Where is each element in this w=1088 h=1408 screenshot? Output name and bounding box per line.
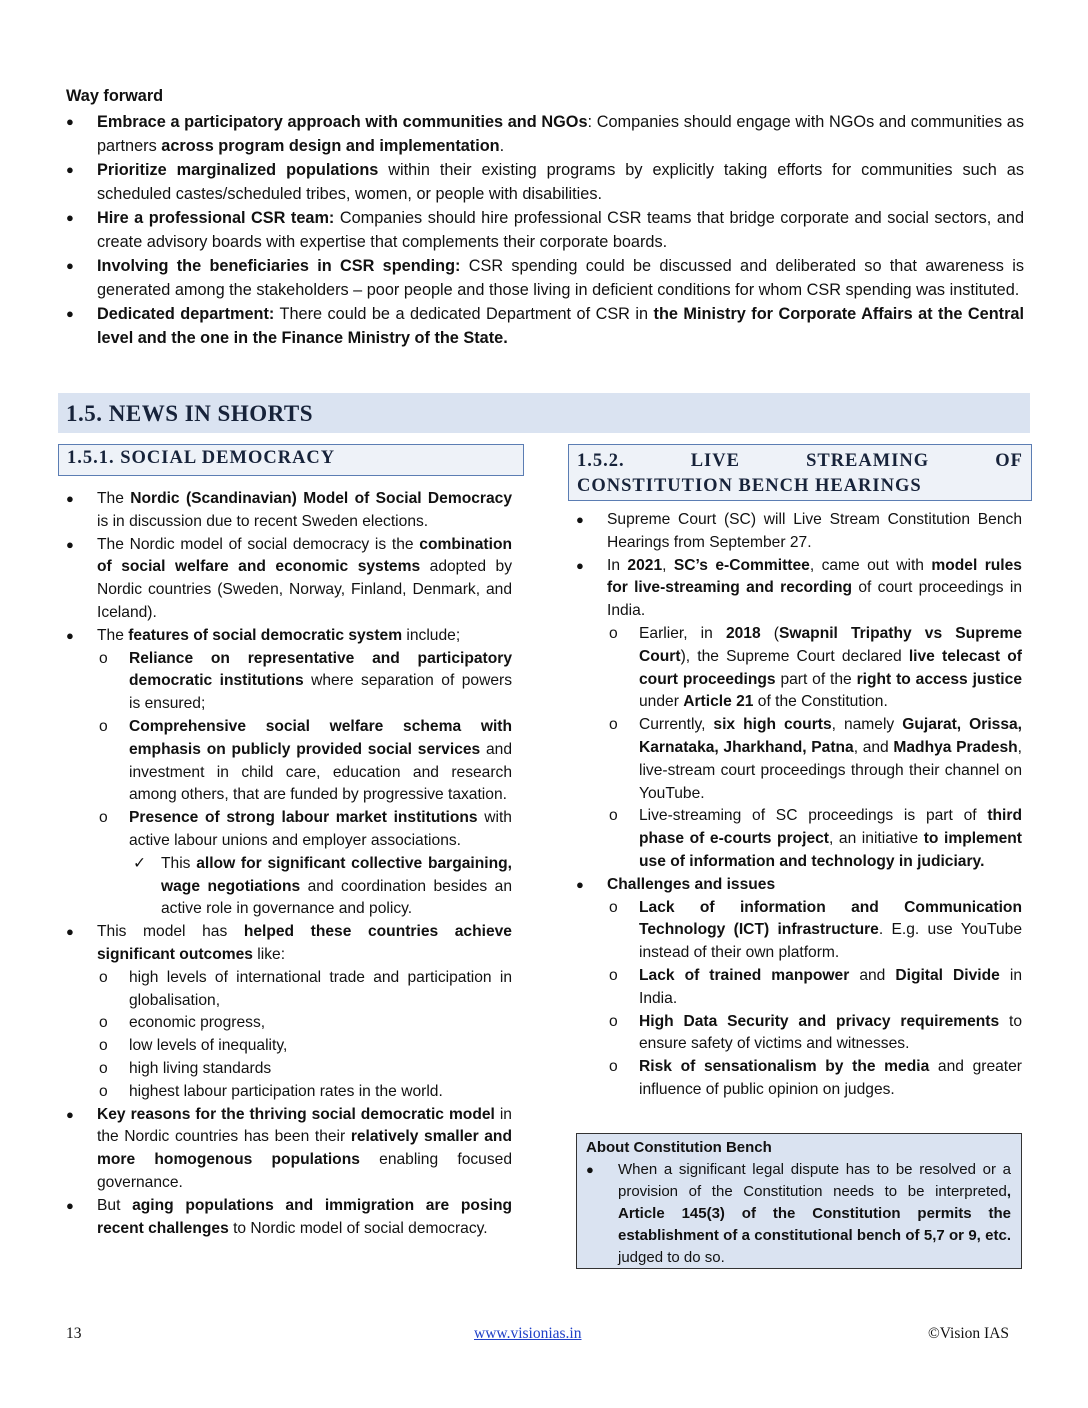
sub-list-item: o economic progress, bbox=[97, 1012, 512, 1035]
bullet-icon: ● bbox=[66, 210, 74, 225]
bullet-icon: ● bbox=[66, 306, 74, 321]
bullet-icon: ● bbox=[66, 258, 74, 273]
sub-bullet-icon: o bbox=[99, 1082, 108, 1100]
sub-bullet-icon: o bbox=[99, 968, 108, 986]
sub-bullet-icon: o bbox=[609, 807, 618, 825]
list-item: ● Supreme Court (SC) will Live Stream Constitution Bench Hearings from September 27. bbox=[576, 511, 1022, 551]
sub-list-item: o high living standards bbox=[97, 1058, 512, 1081]
sub-bullet-icon: o bbox=[99, 1037, 108, 1055]
sub-list-item: o Comprehensive social welfare schema with emphasis on publicly provided social services and investment in child care, education and research among others, that are funded by progressive taxation. bbox=[99, 717, 512, 804]
about-box-title: About Constitution Bench bbox=[586, 1139, 772, 1156]
sub-bullet-icon: o bbox=[99, 649, 108, 667]
way-forward-list bbox=[66, 110, 1024, 350]
bullet-icon: ● bbox=[66, 162, 74, 177]
bullet-icon: ● bbox=[66, 627, 74, 643]
sub-list-item: o Reliance on representative and participatory democratic institutions where separation of powers is ensured; bbox=[99, 649, 512, 713]
list-item: ● The Nordic (Scandinavian) Model of Social Democracy is in discussion due to recent Sweden elections. bbox=[66, 490, 513, 530]
bullet-icon: ● bbox=[576, 876, 584, 892]
social-democracy-heading: 1.5.1. SOCIAL DEMOCRACY bbox=[58, 444, 524, 476]
sub-bullet-icon: o bbox=[609, 624, 618, 642]
section-banner bbox=[58, 393, 1030, 433]
social-democracy-column bbox=[66, 488, 512, 1240]
sub-list-item: o High Data Security and privacy requirements to ensure safety of victims and witnesses. bbox=[609, 1012, 1022, 1053]
sub-list-item: o high levels of international trade and participation in globalisation, bbox=[99, 968, 512, 1009]
sub-bullet-icon: o bbox=[609, 898, 618, 916]
page-number: 13 bbox=[66, 1325, 82, 1342]
sub-bullet-icon: o bbox=[99, 1014, 108, 1032]
sub-list-item: o Currently, six high courts, namely Gujarat, Orissa, Karnataka, Jharkhand, Patna, and Madhya Pradesh, live-stream court proceedings through their channel on YouTube. bbox=[609, 716, 1023, 802]
list-item: ● But aging populations and immigration are posing recent challenges to Nordic model of social democracy. bbox=[66, 1196, 512, 1237]
section-title: 1.5. NEWS IN SHORTS bbox=[66, 401, 314, 426]
list-item: ● This model has helped these countries achieve significant outcomes like: o high levels of international trade and participation in globalisation, o economic progress, o low levels of inequality, o high living standards o highest labour participation rates in the world. bbox=[66, 921, 512, 1103]
bullet-icon: ● bbox=[586, 1162, 594, 1177]
list-item: ● Challenges and issues o Lack of information and Communication Technology (ICT) infrastructure. E.g. use YouTube instead of their own platform. o Lack of trained manpower and Digital Divide in India. o High Data Security and privacy requirements to ensure safety of victims and witnesses. o Risk of sensationalism by the media and greater influence of public opinion on judges. bbox=[576, 874, 1022, 1102]
bullet-icon: ● bbox=[66, 1197, 74, 1213]
list-item: ● Embrace a participatory approach with communities and NGOs: Companies should engage with NGOs and communities as partners across program design and implementation. bbox=[66, 110, 1024, 158]
heading-line-2: CONSTITUTION BENCH HEARINGS bbox=[577, 476, 922, 496]
sub-bullet-icon: o bbox=[99, 717, 108, 735]
sub-list-item: o low levels of inequality, bbox=[97, 1035, 512, 1058]
bullet-icon: ● bbox=[66, 924, 74, 940]
list-item: ● The Nordic model of social democracy is the combination of social welfare and economic systems adopted by Nordic countries (Sweden, Norway, Finland, Denmark, and Iceland). bbox=[66, 535, 512, 621]
sub-bullet-icon: o bbox=[609, 966, 618, 984]
sub-bullet-icon: o bbox=[609, 1012, 618, 1030]
bullet-icon: ● bbox=[576, 557, 584, 573]
website-link[interactable]: www.visionias.in bbox=[474, 1325, 582, 1342]
sub-bullet-icon: o bbox=[609, 716, 618, 734]
bullet-icon: ● bbox=[66, 536, 74, 552]
live-streaming-column bbox=[576, 509, 1022, 1102]
live-streaming-heading bbox=[568, 444, 1032, 501]
check-list-item: ✓ This allow for significant collective bargaining, wage negotiations and coordination besides an active role in governance and policy. bbox=[133, 854, 513, 918]
bullet-icon: ● bbox=[66, 491, 74, 506]
bullet-icon: ● bbox=[66, 114, 74, 129]
list-item: ● When a significant legal dispute has to be resolved or a provision of the Constitution needs to be interpreted, Article 145(3) of the Constitution permits the establishment of a constitutional bench of 5,7 or 9, etc. judged to do so. bbox=[586, 1161, 1011, 1266]
sub-list-item: o Live-streaming of SC proceedings is part of third phase of e-courts project, an initiative to implement use of information and technology in judiciary. bbox=[609, 807, 1022, 870]
sub-bullet-icon: o bbox=[99, 1059, 108, 1077]
heading-line-1: 1.5.2. LIVE STREAMING OF bbox=[577, 451, 1023, 471]
list-item: ● Key reasons for the thriving social democratic model in the Nordic countries has been their relatively smaller and more homogenous populations enabling focused governance. bbox=[66, 1105, 512, 1191]
list-item: ● Dedicated department: There could be a dedicated Department of CSR in the Ministry for Corporate Affairs at the Central level and the one in the Finance Ministry of the State. bbox=[66, 302, 1024, 350]
checkmark-icon: ✓ bbox=[133, 854, 147, 872]
list-item: ● In 2021, SC’s e-Committee, came out with model rules for live-streaming and recording of court proceedings in India. o Earlier, in 2018 (Swapnil Tripathy vs Supreme Court), the Supreme Court declared live telecast of court proceedings part of the right to access justice under Article 21 of the Constitution. o Currently, six high courts, namely Gujarat, Orissa, Karnataka, Jharkhand, Patna, and Madhya Pradesh, live-stream court proceedings through their channel on YouTube. o Live-streaming of SC proceedings is part of third phase of e-courts project, an initiative to implement use of information and technology in judiciary. bbox=[576, 555, 1022, 874]
list-item: ● The features of social democratic system include; o Reliance on representative and participatory democratic institutions where separation of powers is ensured; o Comprehensive social welfare schema with emphasis on publicly provided social services and investment in child care, education and research among others, that are funded by progressive taxation. o Presence of strong labour market institutions with active labour unions and employer associations. ✓ This allow for significant collective bargaining, wage negotiations and coordination besides an active role in governance and policy. bbox=[66, 625, 512, 921]
sub-bullet-icon: o bbox=[99, 809, 108, 827]
sub-list-item: o Risk of sensationalism by the media and greater influence of public opinion on judges. bbox=[609, 1058, 1022, 1098]
list-item: ● Prioritize marginalized populations within their existing programs by explicitly taking efforts for communities such as scheduled castes/scheduled tribes, women, or people with disabilities. bbox=[66, 158, 1024, 206]
sub-list-item: o Presence of strong labour market institutions with active labour unions and employer associations. ✓ This allow for significant collective bargaining, wage negotiations and coordination besides an active role in governance and policy. bbox=[97, 807, 512, 921]
sub-list-item: o Lack of information and Communication Technology (ICT) infrastructure. E.g. use YouTube instead of their own platform. bbox=[609, 898, 1022, 962]
list-item: ● Hire a professional CSR team: Companies should hire professional CSR teams that bridge corporate and social sectors, and create advisory boards with expertise that complements their corporate boards. bbox=[66, 206, 1024, 254]
bullet-icon: ● bbox=[576, 512, 584, 527]
list-item: ● Involving the beneficiaries in CSR spending: CSR spending could be discussed and deliberated so that awareness is generated among the stakeholders – poor people and those living in deficient conditions for whom CSR spending was instituted. bbox=[66, 254, 1024, 302]
sub-list-item: o highest labour participation rates in the world. bbox=[97, 1081, 512, 1104]
about-constitution-bench-box bbox=[576, 1133, 1022, 1269]
way-forward-section bbox=[66, 84, 1024, 350]
bullet-icon: ● bbox=[66, 1106, 74, 1122]
way-forward-title: Way forward bbox=[66, 87, 164, 105]
sub-bullet-icon: o bbox=[609, 1058, 618, 1076]
sub-list-item: o Lack of trained manpower and Digital Divide in India. bbox=[609, 966, 1022, 1007]
sub-list-item: o Earlier, in 2018 (Swapnil Tripathy vs Supreme Court), the Supreme Court declared live telecast of court proceedings part of the right to access justice under Article 21 of the Constitution. bbox=[609, 624, 1022, 711]
copyright: ©Vision IAS bbox=[928, 1325, 1010, 1342]
